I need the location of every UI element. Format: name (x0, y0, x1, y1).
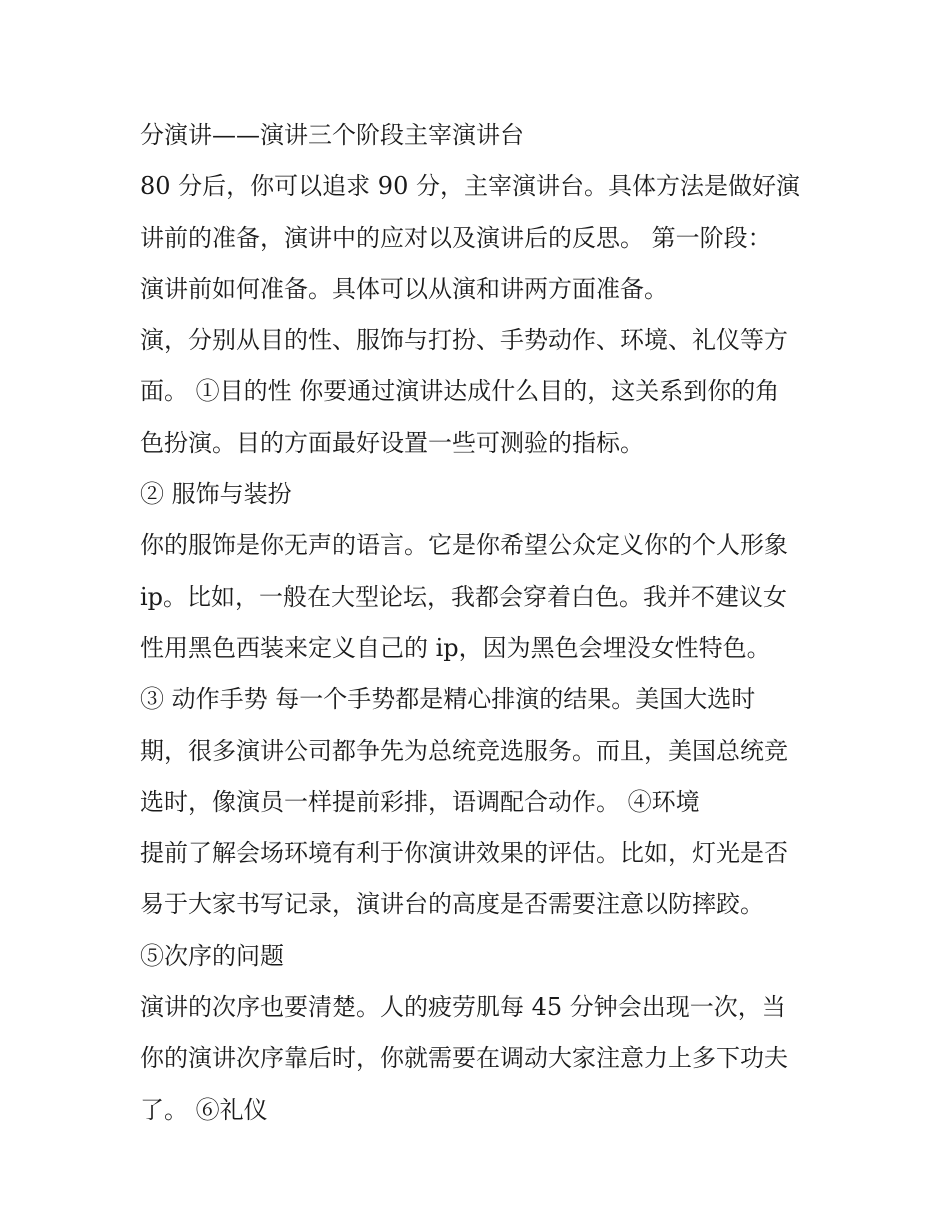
text-line: 提前了解会场环境有利于你演讲效果的评估。比如，灯光是否 (140, 839, 788, 868)
text-line: 你的服饰是你无声的语言。它是你希望公众定义你的个人形象 (140, 531, 788, 560)
document-body (140, 110, 830, 1136)
text-line: 你的演讲次序靠后时，你就需要在调动大家注意力上多下功夫 (140, 1044, 788, 1073)
text-line: 分演讲——演讲三个阶段主宰演讲台 (140, 121, 524, 149)
text-line: 演讲前如何准备。具体可以从演和讲两方面准备。 (140, 274, 668, 303)
text-line: 演讲的次序也要清楚。人的疲劳肌每 45 分钟会出现一次，当 (140, 993, 786, 1022)
text-line: 选时，像演员一样提前彩排，语调配合动作。 ④环境 (140, 787, 700, 816)
text-line: 了。 ⑥礼仪 (140, 1095, 268, 1124)
text-line: 性用黑色西装来定义自己的 ip，因为黑色会埋没女性特色。 (140, 633, 771, 662)
text-line: 面。 ①目的性 你要通过演讲达成什么目的，这关系到你的角 (140, 377, 780, 406)
text-line: ⑤次序的问题 (140, 941, 284, 970)
text-line: 色扮演。目的方面最好设置一些可测验的指标。 (140, 428, 644, 457)
text-line: 演，分别从目的性、服饰与打扮、手势动作、环境、礼仪等方 (140, 326, 788, 355)
text-line: 易于大家书写记录，演讲台的高度是否需要注意以防摔跤。 (140, 890, 764, 919)
text-line: 期，很多演讲公司都争先为总统竞选服务。而且，美国总统竞 (140, 736, 788, 765)
text-line: 讲前的准备，演讲中的应对以及演讲后的反思。 第一阶段： (140, 223, 772, 252)
text-line: ip。比如，一般在大型论坛，我都会穿着白色。我并不建议女 (140, 582, 788, 611)
text-line: 80 分后，你可以追求 90 分，主宰演讲台。具体方法是做好演 (140, 172, 800, 201)
text-line: ② 服饰与装扮 (140, 480, 292, 509)
text-line: ③ 动作手势 每一个手势都是精心排演的结果。美国大选时 (140, 685, 756, 714)
